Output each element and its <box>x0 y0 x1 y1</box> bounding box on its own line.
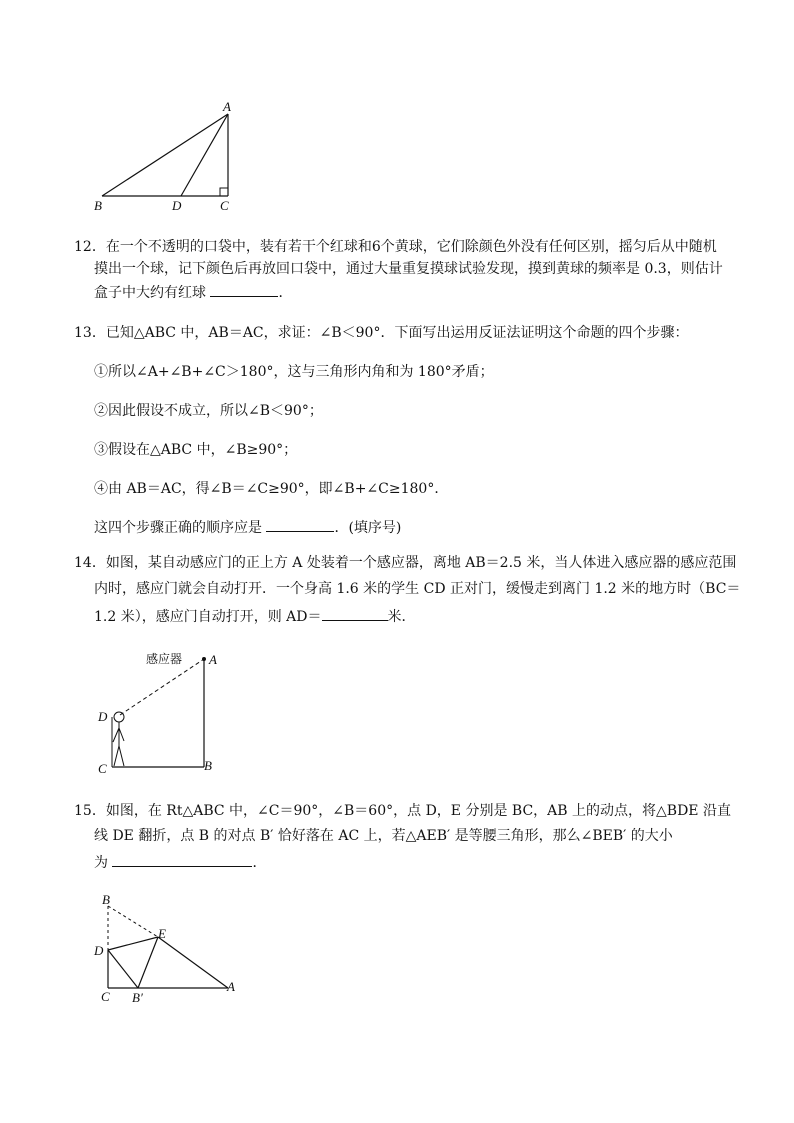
q14-line3: 1.2 米），感应门自动打开，则 AD＝ 米． <box>74 604 740 628</box>
answer-blank-q13[interactable] <box>266 515 334 532</box>
q13-step-4: ④由 AB＝AC，得∠B＝∠C≥90°，即∠B+∠C≥180°． <box>94 481 449 497</box>
label-a: A <box>223 99 231 114</box>
right-angle-mark <box>220 188 228 196</box>
q12-line3: 盒子中大约有红球 ． <box>74 280 723 304</box>
q14-line2: 内时，感应门就会自动打开．一个身高 1.6 米的学生 CD 正对门，缓慢走到离门 1.2 米的地方时（BC＝ <box>94 581 741 597</box>
q13-last: 这四个步骤正确的顺序应是 ．(填序号) <box>94 515 401 539</box>
segment-ea <box>158 937 228 988</box>
figure-q11 <box>86 98 246 216</box>
segment-be-dashed <box>108 906 158 937</box>
q15-line3: 为 ． <box>74 850 731 874</box>
sight-line <box>120 659 204 715</box>
q12-line1: 12．在一个不透明的口袋中，装有若干个红球和6个黄球，它们除颜色外没有任何区别，摇匀后从中随机 <box>74 239 717 255</box>
q15-line2: 线 DE 翻折，点 B 的对点 B′ 恰好落在 AC 上，若△AEB′ 是等腰三角形，那么∠BEB′ 的大小 <box>94 828 673 844</box>
label-d: D <box>172 198 182 213</box>
label-c: C <box>98 761 107 776</box>
answer-blank-q12[interactable] <box>210 280 278 297</box>
question-14 <box>74 552 740 628</box>
q13-line1: 13．已知△ABC 中，AB＝AC，求证：∠B＜90°．下面写出运用反证法证明这个命题的四个步骤： <box>74 325 689 341</box>
label-d: D <box>98 709 108 724</box>
answer-blank-q15[interactable] <box>112 850 252 867</box>
q13-step-1: ①所以∠A+∠B+∠C＞180°，这与三角形内角和为 180°矛盾； <box>94 364 494 380</box>
segment-de <box>108 937 158 950</box>
q13-step-2: ②因此假设不成立，所以∠B＜90°； <box>94 403 323 419</box>
label-a: A <box>209 652 217 667</box>
label-b: B <box>204 758 212 773</box>
q12-line2: 摸出一个球，记下颜色后再放回口袋中，通过大量重复摸球试验发现，摸到黄球的频率是 0.3，则估计 <box>94 261 723 277</box>
answer-blank-q14[interactable] <box>322 604 388 621</box>
question-15 <box>74 800 731 874</box>
q15-line1: 15．如图，在 Rt△ABC 中，∠C＝90°，∠B＝60°，点 D，E 分别是 BC，AB 上的动点，将△BDE 沿直 <box>74 803 731 819</box>
label-c: C <box>220 198 229 213</box>
label-b: B <box>94 198 102 213</box>
label-d: D <box>94 943 104 958</box>
segment-ab <box>102 114 228 196</box>
figure-q15 <box>92 892 244 1004</box>
q14-line1: 14．如图，某自动感应门的正上方 A 处装着一个感应器，离地 AB＝2.5 米，当人体进入感应器的感应范围 <box>74 555 737 571</box>
label-c: C <box>101 989 110 1004</box>
segment-ad <box>181 114 228 196</box>
label-b: B <box>102 892 110 907</box>
segment-dbp <box>108 950 138 988</box>
label-e: E <box>158 926 166 941</box>
segment-ebp <box>138 937 158 988</box>
question-12 <box>74 236 723 304</box>
figure-q14 <box>92 646 232 778</box>
label-bprime: B′ <box>132 990 143 1004</box>
sensor-label: 感应器 <box>146 652 183 666</box>
student-figure <box>113 712 124 766</box>
question-13 <box>74 322 688 344</box>
q13-step-3: ③假设在△ABC 中，∠B≥90°； <box>94 442 298 458</box>
label-a: A <box>227 979 235 994</box>
